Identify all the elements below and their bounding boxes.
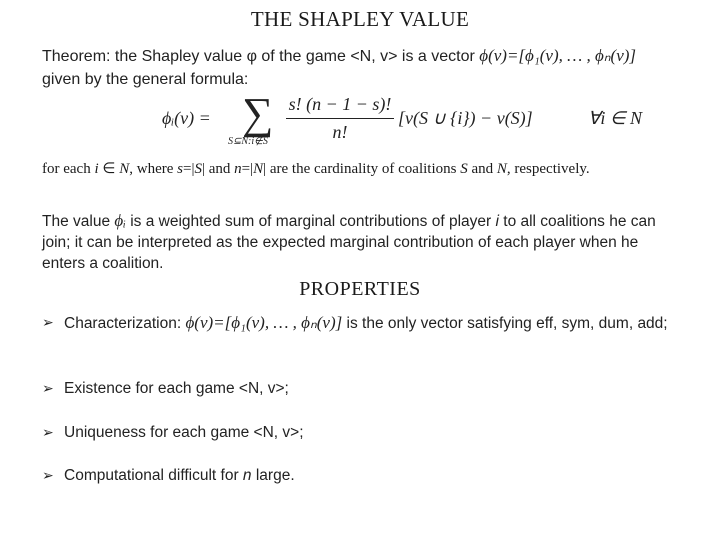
slide-title: THE SHAPLEY VALUE [250,7,470,31]
var-N: N [119,161,130,177]
arrow-bullet-icon: ➢ [42,380,54,396]
arrow-bullet-icon: ➢ [42,424,54,440]
fraction-denominator: n! [332,122,348,142]
var-S: S [460,161,468,177]
where-text: | are the cardinality of coalitions [263,161,461,177]
summation-symbol: ∑ [242,89,274,138]
properties-heading: PROPERTIES [299,278,421,300]
list-item [42,422,682,443]
bullet-text [64,312,682,334]
fraction-bar [286,118,394,119]
where-text: and [467,161,497,177]
definition-paragraph [42,160,678,179]
var-N: N [253,161,264,177]
phi-i-math: ϕᵢ [114,211,126,230]
interpretation-paragraph [42,210,682,274]
var-s: s [177,161,183,177]
value-text: The value [42,213,115,230]
where-text: , respectively. [506,161,590,177]
where-text: =| [182,161,195,177]
bullet-text-part: is the only vector satisfying eff, sym, dum, add; [342,315,668,332]
value-text: is a weighted sum of marginal contributions of player [125,213,496,230]
list-item [42,465,682,486]
where-text: ∈ [98,161,120,177]
theorem-block [42,44,682,91]
weight-fraction [284,94,396,143]
where-text: , where [129,161,178,177]
arrow-bullet-icon: ➢ [42,314,54,330]
shapley-vector-math: ϕ(v)=[ϕ₁(v), … , ϕₙ(v)] [479,46,637,65]
bullet-text-part: Characterization: [64,315,186,332]
value-text: to all coalitions he can join; it can be interpreted as the expected marginal contribution of each player when he enters a coalition. [42,213,656,272]
where-text: for each [42,161,95,177]
fraction-numerator: s! (n − 1 − s)! [288,94,392,114]
var-n: n [234,161,242,177]
formula-lhs: ϕᵢ(v) = [162,108,211,128]
list-item [42,378,682,399]
marginal-contribution: [v(S ∪ {i}) − v(S)] [398,108,533,128]
list-item [42,312,682,334]
var-S: S [194,161,202,177]
bullet-text-part: large. [251,467,295,484]
var-i: i [94,161,99,177]
var-i: i [495,213,499,230]
var-N: N [496,161,507,177]
arrow-bullet-icon: ➢ [42,467,54,483]
characterization-math: ϕ(v)=[ϕ₁(v), … , ϕₙ(v)] [185,313,343,332]
theorem-intro: Theorem: the Shapley value φ of the game <N, v> is a vector [42,48,475,65]
where-text: | and [201,161,235,177]
bullet-text: Existence for each game <N, v>; [64,380,289,397]
forall-condition: ∀i ∈ N [588,108,642,128]
theorem-line2: given by the general formula: [42,71,249,88]
bullet-text [64,465,682,486]
shapley-formula [162,89,662,152]
where-text: =| [241,161,254,177]
summation-subscript: S⊆N:i∉S [228,136,268,147]
var-n: n [242,467,252,484]
bullet-text: Uniqueness for each game <N, v>; [64,424,304,441]
bullet-text-part: Computational difficult for [64,467,243,484]
